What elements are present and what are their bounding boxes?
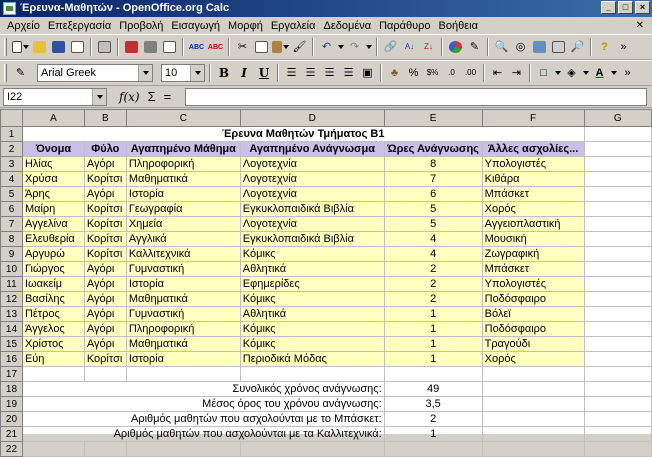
- data-cell[interactable]: 4: [384, 247, 482, 262]
- styles-formatting-icon[interactable]: ✎: [15, 66, 26, 79]
- toolbar-separator: [441, 38, 443, 56]
- data-cell[interactable]: Μαθηματικά: [126, 337, 240, 352]
- formatting-toolbar: [0, 60, 652, 86]
- data-cell[interactable]: 7: [384, 172, 482, 187]
- table-row: [1, 172, 652, 187]
- data-cell[interactable]: Κορίτσι: [84, 352, 126, 367]
- summary-label[interactable]: Συνολικός χρόνος ανάγνωσης:: [22, 382, 384, 397]
- data-cell[interactable]: Κόμικς: [240, 292, 384, 307]
- table-row: [1, 322, 652, 337]
- background-color-icon[interactable]: ◈: [567, 66, 576, 79]
- font-name-select[interactable]: [37, 64, 153, 82]
- table-row: [1, 202, 652, 217]
- data-cell[interactable]: Υπολογιστές: [482, 157, 584, 172]
- align-right-icon[interactable]: ☰: [324, 66, 335, 79]
- data-cell[interactable]: 2: [384, 277, 482, 292]
- data-cell[interactable]: Εύη: [22, 352, 84, 367]
- window-controls: [601, 1, 650, 14]
- header-cell[interactable]: Αγαπημένο Ανάγνωσμα: [240, 142, 384, 157]
- data-cell[interactable]: Κόμικς: [240, 337, 384, 352]
- format-paintbrush-icon[interactable]: 🖌: [292, 40, 307, 53]
- data-cell[interactable]: Χορός: [482, 352, 584, 367]
- cell[interactable]: [482, 367, 584, 382]
- data-cell[interactable]: Εφημερίδες: [240, 277, 384, 292]
- merge-cells-icon[interactable]: ▣: [362, 66, 373, 79]
- toolbar-separator: [376, 38, 378, 56]
- cell[interactable]: [482, 382, 584, 397]
- data-cell[interactable]: Γεωγραφία: [126, 202, 240, 217]
- data-cell[interactable]: Μπάσκετ: [482, 262, 584, 277]
- data-cell[interactable]: Περιοδικά Μόδας: [240, 352, 384, 367]
- close-document-icon[interactable]: ✕: [635, 20, 644, 31]
- row-header[interactable]: 3: [1, 157, 23, 172]
- toolbar-grip[interactable]: [4, 64, 7, 82]
- data-cell[interactable]: Μαθηματικά: [126, 172, 240, 187]
- edit-file-icon[interactable]: [96, 38, 113, 56]
- copy-icon[interactable]: [253, 38, 270, 56]
- cell[interactable]: [84, 367, 126, 382]
- row-header[interactable]: 16: [1, 352, 23, 367]
- column-header-f[interactable]: F: [482, 110, 584, 127]
- cell[interactable]: [240, 367, 384, 382]
- table-row: [1, 292, 652, 307]
- spreadsheet-grid[interactable]: [0, 109, 652, 455]
- cell[interactable]: [126, 442, 240, 457]
- data-cell[interactable]: 2: [384, 292, 482, 307]
- cell[interactable]: [584, 382, 651, 397]
- summary-value[interactable]: 49: [384, 382, 482, 397]
- data-cell[interactable]: 1: [384, 307, 482, 322]
- cell[interactable]: [584, 277, 651, 292]
- save-icon[interactable]: [50, 38, 67, 56]
- summary-value[interactable]: 2: [384, 412, 482, 427]
- data-cell[interactable]: 5: [384, 217, 482, 232]
- data-cell[interactable]: Υπολογιστές: [482, 277, 584, 292]
- chart-icon[interactable]: [447, 38, 464, 56]
- formula-input[interactable]: [185, 88, 647, 106]
- navigator-icon[interactable]: ◎: [515, 40, 526, 53]
- row-header[interactable]: 11: [1, 277, 23, 292]
- menu-window[interactable]: Παράθυρο: [379, 19, 431, 32]
- data-cell[interactable]: Λογοτεχνία: [240, 157, 384, 172]
- toolbar-separator: [483, 64, 485, 82]
- cell[interactable]: [482, 397, 584, 412]
- formula-bar: [0, 86, 652, 108]
- row-header[interactable]: 18: [1, 382, 23, 397]
- sum-button[interactable]: Σ: [147, 89, 156, 104]
- column-header-g[interactable]: G: [584, 110, 651, 127]
- data-cell[interactable]: Τραγούδι: [482, 337, 584, 352]
- data-cell[interactable]: Ποδόσφαιρο: [482, 322, 584, 337]
- table-row: [1, 247, 652, 262]
- column-header-c[interactable]: C: [126, 110, 240, 127]
- table-row: [1, 277, 652, 292]
- cell[interactable]: [584, 307, 651, 322]
- export-pdf-icon[interactable]: [123, 38, 140, 56]
- decrease-indent-icon[interactable]: ⇤: [492, 66, 503, 79]
- data-cell[interactable]: 1: [384, 337, 482, 352]
- currency-format-icon[interactable]: ♣: [390, 66, 399, 79]
- help-icon[interactable]: ?: [601, 40, 608, 53]
- row-header[interactable]: 22: [1, 442, 23, 457]
- chevron-down-icon[interactable]: [190, 65, 204, 81]
- maximize-button[interactable]: □: [618, 1, 633, 14]
- data-cell[interactable]: Αθλητικά: [240, 307, 384, 322]
- cell[interactable]: [584, 352, 651, 367]
- data-cell[interactable]: 2: [384, 262, 482, 277]
- print-icon[interactable]: [142, 38, 159, 56]
- data-cell[interactable]: Χορός: [482, 202, 584, 217]
- data-cell[interactable]: Μουσική: [482, 232, 584, 247]
- summary-row: [1, 427, 652, 442]
- data-cell[interactable]: Άγγελος: [22, 322, 84, 337]
- sheet-row: [1, 442, 652, 457]
- data-cell[interactable]: Αγόρι: [84, 322, 126, 337]
- table-row: [1, 157, 652, 172]
- sort-ascending-icon[interactable]: A↓: [404, 42, 415, 51]
- cell[interactable]: [584, 337, 651, 352]
- toolbar-separator: [487, 38, 489, 56]
- toolbar-options-icon[interactable]: »: [624, 66, 631, 79]
- hyperlink-icon[interactable]: 🔗: [383, 40, 398, 53]
- data-cell[interactable]: Λογοτεχνία: [240, 217, 384, 232]
- data-cell[interactable]: Εγκυκλοπαιδικά Βιβλία: [240, 232, 384, 247]
- table-row: [1, 262, 652, 277]
- data-cell[interactable]: Αργυρώ: [22, 247, 84, 262]
- data-cell[interactable]: Πληροφορική: [126, 157, 240, 172]
- corner-select-all[interactable]: [1, 110, 23, 127]
- data-cell[interactable]: 1: [384, 322, 482, 337]
- row-header[interactable]: 21: [1, 427, 23, 442]
- font-name-value: Arial Greek: [41, 67, 97, 79]
- sheet-body: [1, 127, 652, 457]
- menu-data[interactable]: Δεδομένα: [323, 19, 372, 32]
- data-cell[interactable]: 1: [384, 352, 482, 367]
- table-row: [1, 337, 652, 352]
- data-cell[interactable]: Χημεία: [126, 217, 240, 232]
- data-cell[interactable]: Ηλίας: [22, 157, 84, 172]
- data-cell[interactable]: Γυμναστική: [126, 307, 240, 322]
- chevron-down-icon[interactable]: [138, 65, 152, 81]
- increase-indent-icon[interactable]: ⇥: [511, 66, 522, 79]
- cell[interactable]: [584, 127, 651, 142]
- function-wizard-button[interactable]: f(x): [119, 89, 140, 104]
- minimize-button[interactable]: _: [601, 1, 616, 14]
- menu-tools[interactable]: Εργαλεία: [270, 19, 316, 32]
- row-header[interactable]: 9: [1, 247, 23, 262]
- row-header[interactable]: 1: [1, 127, 23, 142]
- toolbar-separator: [90, 38, 92, 56]
- data-cell[interactable]: Κορίτσι: [84, 217, 126, 232]
- header-cell[interactable]: Αγαπημένο Μάθημα: [126, 142, 240, 157]
- row-header[interactable]: 2: [1, 142, 23, 157]
- data-cell[interactable]: Βασίλης: [22, 292, 84, 307]
- table-row: [1, 352, 652, 367]
- header-cell[interactable]: Όνομα: [22, 142, 84, 157]
- menu-bar: [0, 17, 652, 34]
- cell[interactable]: [482, 427, 584, 442]
- data-cell[interactable]: Ζωγραφική: [482, 247, 584, 262]
- data-cell[interactable]: Άρης: [22, 187, 84, 202]
- data-cell[interactable]: Πέτρος: [22, 307, 84, 322]
- add-decimal-icon[interactable]: .0: [448, 68, 455, 77]
- menu-insert[interactable]: Εισαγωγή: [171, 19, 221, 32]
- data-cell[interactable]: Αγγειοπλαστική: [482, 217, 584, 232]
- data-cell[interactable]: Αθλητικά: [240, 262, 384, 277]
- menu-edit[interactable]: Επεξεργασία: [47, 19, 112, 32]
- cell[interactable]: [126, 367, 240, 382]
- header-cell[interactable]: Φύλο: [84, 142, 126, 157]
- toolbar-separator: [209, 64, 211, 82]
- page-preview-icon[interactable]: [161, 38, 178, 56]
- row-header[interactable]: 14: [1, 322, 23, 337]
- open-folder-icon[interactable]: [31, 38, 48, 56]
- toolbar-options-icon[interactable]: »: [620, 40, 627, 53]
- underline-button[interactable]: U: [258, 66, 270, 80]
- cell[interactable]: [584, 142, 651, 157]
- data-cell[interactable]: Κορίτσι: [84, 202, 126, 217]
- cell[interactable]: [584, 247, 651, 262]
- cell[interactable]: [584, 322, 651, 337]
- data-cell[interactable]: Αγόρι: [84, 292, 126, 307]
- paste-icon[interactable]: [272, 38, 289, 56]
- cut-icon[interactable]: ✂: [237, 40, 248, 53]
- toolbar-separator: [182, 38, 184, 56]
- cell[interactable]: [584, 367, 651, 382]
- header-cell[interactable]: Άλλες ασχολίες...: [482, 142, 584, 157]
- row-header[interactable]: 10: [1, 262, 23, 277]
- row-header[interactable]: 19: [1, 397, 23, 412]
- standard-toolbar: [0, 34, 652, 60]
- data-cell[interactable]: Εγκυκλοπαιδικά Βιβλία: [240, 202, 384, 217]
- toolbar-separator: [380, 64, 382, 82]
- close-button[interactable]: ×: [635, 1, 650, 14]
- font-size-select[interactable]: [161, 64, 205, 82]
- data-cell[interactable]: Ιωακείμ: [22, 277, 84, 292]
- italic-button[interactable]: I: [241, 66, 247, 80]
- cell[interactable]: [584, 217, 651, 232]
- table-row: [1, 187, 652, 202]
- sheet-row: [1, 367, 652, 382]
- new-document-icon[interactable]: [12, 38, 29, 56]
- data-cell[interactable]: Κορίτσι: [84, 172, 126, 187]
- column-header-d[interactable]: D: [240, 110, 384, 127]
- data-cell[interactable]: Γυμναστική: [126, 262, 240, 277]
- data-cell[interactable]: Καλλιτεχνικά: [126, 247, 240, 262]
- row-header[interactable]: 7: [1, 217, 23, 232]
- font-color-icon[interactable]: A: [595, 66, 604, 79]
- table-row: [1, 307, 652, 322]
- column-header-b[interactable]: B: [84, 110, 126, 127]
- row-header[interactable]: 4: [1, 172, 23, 187]
- data-cell[interactable]: 6: [384, 187, 482, 202]
- data-cell[interactable]: Μαίρη: [22, 202, 84, 217]
- column-header-a[interactable]: A: [22, 110, 84, 127]
- window-title-bar: [0, 0, 652, 17]
- data-cell[interactable]: Αγόρι: [84, 157, 126, 172]
- toolbar-separator: [228, 38, 230, 56]
- cell[interactable]: [584, 292, 651, 307]
- row-header[interactable]: 15: [1, 337, 23, 352]
- menu-view[interactable]: Προβολή: [119, 19, 164, 32]
- cell[interactable]: [22, 442, 84, 457]
- autospellcheck-icon[interactable]: ABC: [207, 43, 224, 51]
- data-cell[interactable]: Μαθηματικά: [126, 292, 240, 307]
- data-cell[interactable]: 4: [384, 232, 482, 247]
- function-button[interactable]: =: [163, 89, 172, 104]
- row-header[interactable]: 20: [1, 412, 23, 427]
- summary-row: [1, 397, 652, 412]
- data-cell[interactable]: Ιστορία: [126, 277, 240, 292]
- sheet-title-cell[interactable]: Έρευνα Μαθητών Τμήματος Β1: [22, 127, 584, 142]
- cell[interactable]: [584, 412, 651, 427]
- percent-format-icon[interactable]: %: [408, 66, 419, 79]
- row-header[interactable]: 12: [1, 292, 23, 307]
- gallery-icon[interactable]: [531, 38, 548, 56]
- summary-label[interactable]: Αριθμός μαθητών που ασχολούνται με τα Καλλιτεχνικά:: [22, 427, 384, 442]
- name-box[interactable]: [3, 88, 107, 106]
- data-cell[interactable]: Ποδόσφαιρο: [482, 292, 584, 307]
- cell[interactable]: [84, 442, 126, 457]
- data-cell[interactable]: Αγόρι: [84, 307, 126, 322]
- data-cell[interactable]: Ελευθερία: [22, 232, 84, 247]
- data-cell[interactable]: Χρύσα: [22, 172, 84, 187]
- cell[interactable]: [584, 157, 651, 172]
- data-cell[interactable]: Αγόρι: [84, 187, 126, 202]
- data-cell[interactable]: Κορίτσι: [84, 247, 126, 262]
- toolbar-separator: [590, 38, 592, 56]
- align-left-icon[interactable]: ☰: [286, 66, 297, 79]
- standard-format-icon[interactable]: $%: [426, 68, 439, 77]
- data-cell[interactable]: Κορίτσι: [84, 232, 126, 247]
- cell[interactable]: [240, 442, 384, 457]
- data-cell[interactable]: Αγγελίνα: [22, 217, 84, 232]
- toolbar-separator: [277, 64, 279, 82]
- data-cell[interactable]: Αγόρι: [84, 277, 126, 292]
- data-cell[interactable]: Μπάσκετ: [482, 187, 584, 202]
- menu-file[interactable]: Αρχείο: [7, 19, 40, 32]
- find-replace-icon[interactable]: 🔍: [494, 40, 509, 53]
- cell[interactable]: [584, 202, 651, 217]
- bold-button[interactable]: B: [218, 66, 230, 80]
- sort-descending-icon[interactable]: Z↓: [424, 42, 433, 51]
- data-cell[interactable]: Χρίστος: [22, 337, 84, 352]
- spellcheck-icon[interactable]: ABC: [188, 43, 205, 51]
- font-size-value: 10: [165, 67, 178, 79]
- sheet-table: [0, 109, 652, 457]
- undo-icon[interactable]: ↶: [321, 40, 332, 53]
- summary-label[interactable]: Μέσος όρος του χρόνου ανάγνωσης:: [22, 397, 384, 412]
- data-cell[interactable]: Αγόρι: [84, 337, 126, 352]
- data-cell[interactable]: Αγόρι: [84, 262, 126, 277]
- data-cell[interactable]: 5: [384, 202, 482, 217]
- table-row: [1, 232, 652, 247]
- data-cell[interactable]: Γιώργος: [22, 262, 84, 277]
- data-cell[interactable]: Κόμικς: [240, 247, 384, 262]
- row-header[interactable]: 13: [1, 307, 23, 322]
- cell[interactable]: [584, 232, 651, 247]
- sheet-row: [1, 127, 652, 142]
- cell[interactable]: [584, 427, 651, 442]
- cell[interactable]: [384, 367, 482, 382]
- email-icon[interactable]: [69, 38, 86, 56]
- summary-row: [1, 382, 652, 397]
- data-cell[interactable]: Λογοτεχνία: [240, 172, 384, 187]
- data-cell[interactable]: Πληροφορική: [126, 322, 240, 337]
- table-row: [1, 217, 652, 232]
- borders-icon[interactable]: □: [540, 66, 547, 79]
- data-cell[interactable]: Κιθάρα: [482, 172, 584, 187]
- zoom-icon[interactable]: 🔎: [570, 40, 585, 53]
- data-cell[interactable]: Κόμικς: [240, 322, 384, 337]
- cell[interactable]: [584, 442, 651, 457]
- summary-label[interactable]: Αριθμός μαθητών που ασχολούνται με το Μπάσκετ:: [22, 412, 384, 427]
- toolbar-grip[interactable]: [4, 38, 7, 56]
- summary-row: [1, 412, 652, 427]
- data-sources-icon[interactable]: [550, 38, 567, 56]
- sheet-row: [1, 142, 652, 157]
- toolbar-separator: [312, 38, 314, 56]
- cell[interactable]: [584, 397, 651, 412]
- data-cell[interactable]: Ιστορία: [126, 352, 240, 367]
- cell[interactable]: [584, 262, 651, 277]
- data-cell[interactable]: Βόλεϊ: [482, 307, 584, 322]
- chevron-down-icon[interactable]: [92, 89, 106, 105]
- data-cell[interactable]: Λογοτεχνία: [240, 187, 384, 202]
- row-header[interactable]: 5: [1, 187, 23, 202]
- cell[interactable]: [482, 442, 584, 457]
- cell[interactable]: [584, 187, 651, 202]
- data-cell[interactable]: Αγγλικά: [126, 232, 240, 247]
- redo-icon[interactable]: ↷: [349, 40, 360, 53]
- row-header[interactable]: 8: [1, 232, 23, 247]
- menu-format[interactable]: Μορφή: [228, 19, 263, 32]
- cell[interactable]: [482, 412, 584, 427]
- data-cell[interactable]: 8: [384, 157, 482, 172]
- column-header-e[interactable]: E: [384, 110, 482, 127]
- toolbar-separator: [529, 64, 531, 82]
- row-header[interactable]: 17: [1, 367, 23, 382]
- show-draw-functions-icon[interactable]: ✎: [469, 40, 480, 53]
- window-title: Έρευνα-Μαθητών - OpenOffice.org Calc: [20, 2, 230, 14]
- delete-decimal-icon[interactable]: .00: [464, 68, 477, 77]
- toolbar-separator: [117, 38, 119, 56]
- cell[interactable]: [384, 442, 482, 457]
- summary-value[interactable]: 1: [384, 427, 482, 442]
- justify-icon[interactable]: ☰: [343, 66, 354, 79]
- align-center-icon[interactable]: ☰: [305, 66, 316, 79]
- menu-help[interactable]: Βοήθεια: [438, 19, 478, 32]
- cell[interactable]: [584, 172, 651, 187]
- cell-reference: I22: [7, 90, 23, 103]
- data-cell[interactable]: Ιστορία: [126, 187, 240, 202]
- cell[interactable]: [22, 367, 84, 382]
- calc-app-icon: [3, 2, 16, 15]
- header-cell[interactable]: Ώρες Ανάγνωσης: [384, 142, 482, 157]
- row-header[interactable]: 6: [1, 202, 23, 217]
- summary-value[interactable]: 3,5: [384, 397, 482, 412]
